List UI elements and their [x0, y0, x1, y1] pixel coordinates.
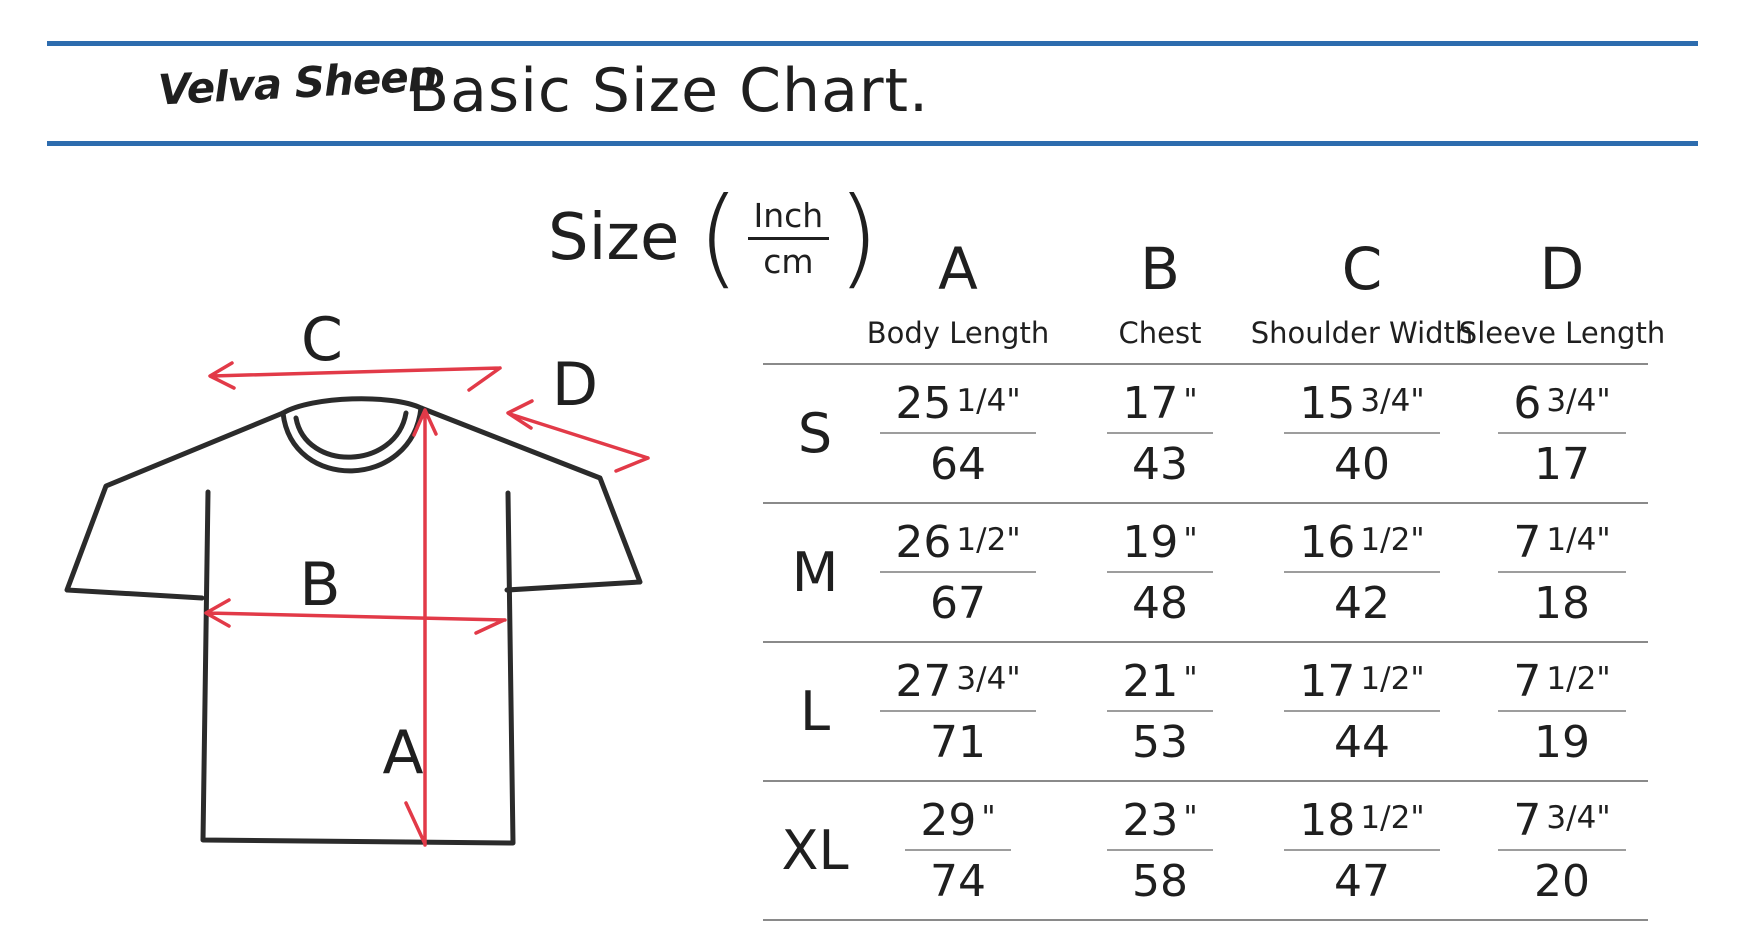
col-header-letter-a: A: [938, 235, 978, 303]
cm-value: 74: [930, 855, 986, 907]
cm-value: 40: [1334, 438, 1390, 490]
inch-value: 7 1/2": [1498, 656, 1625, 712]
col-header-name-c: Shoulder Width: [1250, 316, 1474, 350]
cell-l-body-length: [858, 643, 1058, 780]
cell-xl-sleeve-length: [1462, 782, 1662, 919]
col-header-name-b: Chest: [1118, 316, 1202, 350]
diagram-label-b: B: [299, 550, 341, 620]
col-header-letter-d: D: [1539, 235, 1585, 303]
shirt-body: [203, 492, 513, 843]
cm-value: 64: [930, 438, 986, 490]
cm-value: 67: [930, 577, 986, 629]
cm-value: 47: [1334, 855, 1390, 907]
inch-value: 17 ": [1107, 378, 1212, 434]
cell-l-shoulder-width: [1252, 643, 1472, 780]
open-paren: (: [697, 175, 740, 300]
table-rule: [763, 919, 1648, 921]
inch-value: 23 ": [1107, 795, 1212, 851]
cm-value: 42: [1334, 577, 1390, 629]
diagram-label-c: C: [301, 305, 343, 375]
inch-value: 6 3/4": [1498, 378, 1625, 434]
cell-xl-body-length: [858, 782, 1058, 919]
row-label-m: M: [791, 541, 839, 604]
brand-logo: Velva Sheen: [156, 51, 438, 115]
row-label-xl: XL: [781, 819, 849, 882]
col-header-name-a: Body Length: [866, 316, 1050, 350]
cell-m-sleeve-length: [1462, 504, 1662, 641]
header-rule-top: [47, 41, 1698, 46]
header-rule-bottom: [47, 141, 1698, 146]
size-table: [763, 233, 1666, 933]
cm-value: 19: [1534, 716, 1590, 768]
col-header-letter-b: B: [1140, 235, 1180, 303]
cell-m-shoulder-width: [1252, 504, 1472, 641]
inch-value: 26 1/2": [880, 517, 1035, 573]
page-title: Basic Size Chart.: [408, 56, 930, 126]
cm-value: 53: [1132, 716, 1188, 768]
inch-value: 17 1/2": [1284, 656, 1439, 712]
unit-cm: cm: [763, 241, 814, 281]
cell-m-body-length: [858, 504, 1058, 641]
collar-inner: [296, 413, 406, 457]
cm-value: 71: [930, 716, 986, 768]
inch-value: 7 3/4": [1498, 795, 1625, 851]
cell-m-chest: [1060, 504, 1260, 641]
inch-value: 27 3/4": [880, 656, 1035, 712]
cell-l-sleeve-length: [1462, 643, 1662, 780]
col-header-letter-c: C: [1341, 235, 1383, 303]
cm-value: 58: [1132, 855, 1188, 907]
cell-l-chest: [1060, 643, 1260, 780]
cm-value: 43: [1132, 438, 1188, 490]
cm-value: 44: [1334, 716, 1390, 768]
row-label-s: S: [797, 402, 833, 465]
tshirt-diagram: [40, 280, 660, 880]
cell-xl-chest: [1060, 782, 1260, 919]
diagram-label-d: D: [551, 350, 599, 420]
right-sleeve: [421, 408, 640, 590]
collar-back: [283, 399, 421, 413]
inch-value: 25 1/4": [880, 378, 1035, 434]
cell-s-shoulder-width: [1252, 365, 1472, 502]
cm-value: 17: [1534, 438, 1590, 490]
size-word: Size: [548, 201, 680, 275]
left-sleeve: [67, 413, 283, 598]
inch-value: 19 ": [1107, 517, 1212, 573]
cell-xl-shoulder-width: [1252, 782, 1472, 919]
inch-value: 18 1/2": [1284, 795, 1439, 851]
tshirt-outline: [67, 399, 640, 843]
measure-arrow-b: [206, 600, 505, 633]
inch-value: 16 1/2": [1284, 517, 1439, 573]
inch-value: 29 ": [905, 795, 1010, 851]
close-paren: ): [837, 175, 880, 300]
cell-s-sleeve-length: [1462, 365, 1662, 502]
cm-value: 18: [1534, 577, 1590, 629]
inch-value: 15 3/4": [1284, 378, 1439, 434]
cm-value: 48: [1132, 577, 1188, 629]
unit-inch: Inch: [748, 196, 830, 240]
diagram-label-a: A: [382, 718, 424, 788]
inch-value: 7 1/4": [1498, 517, 1625, 573]
measure-arrow-c: [210, 363, 500, 390]
col-header-name-d: Sleeve Length: [1458, 316, 1666, 350]
cm-value: 20: [1534, 855, 1590, 907]
cell-s-chest: [1060, 365, 1260, 502]
row-label-l: L: [799, 680, 831, 743]
cell-s-body-length: [858, 365, 1058, 502]
inch-value: 21 ": [1107, 656, 1212, 712]
